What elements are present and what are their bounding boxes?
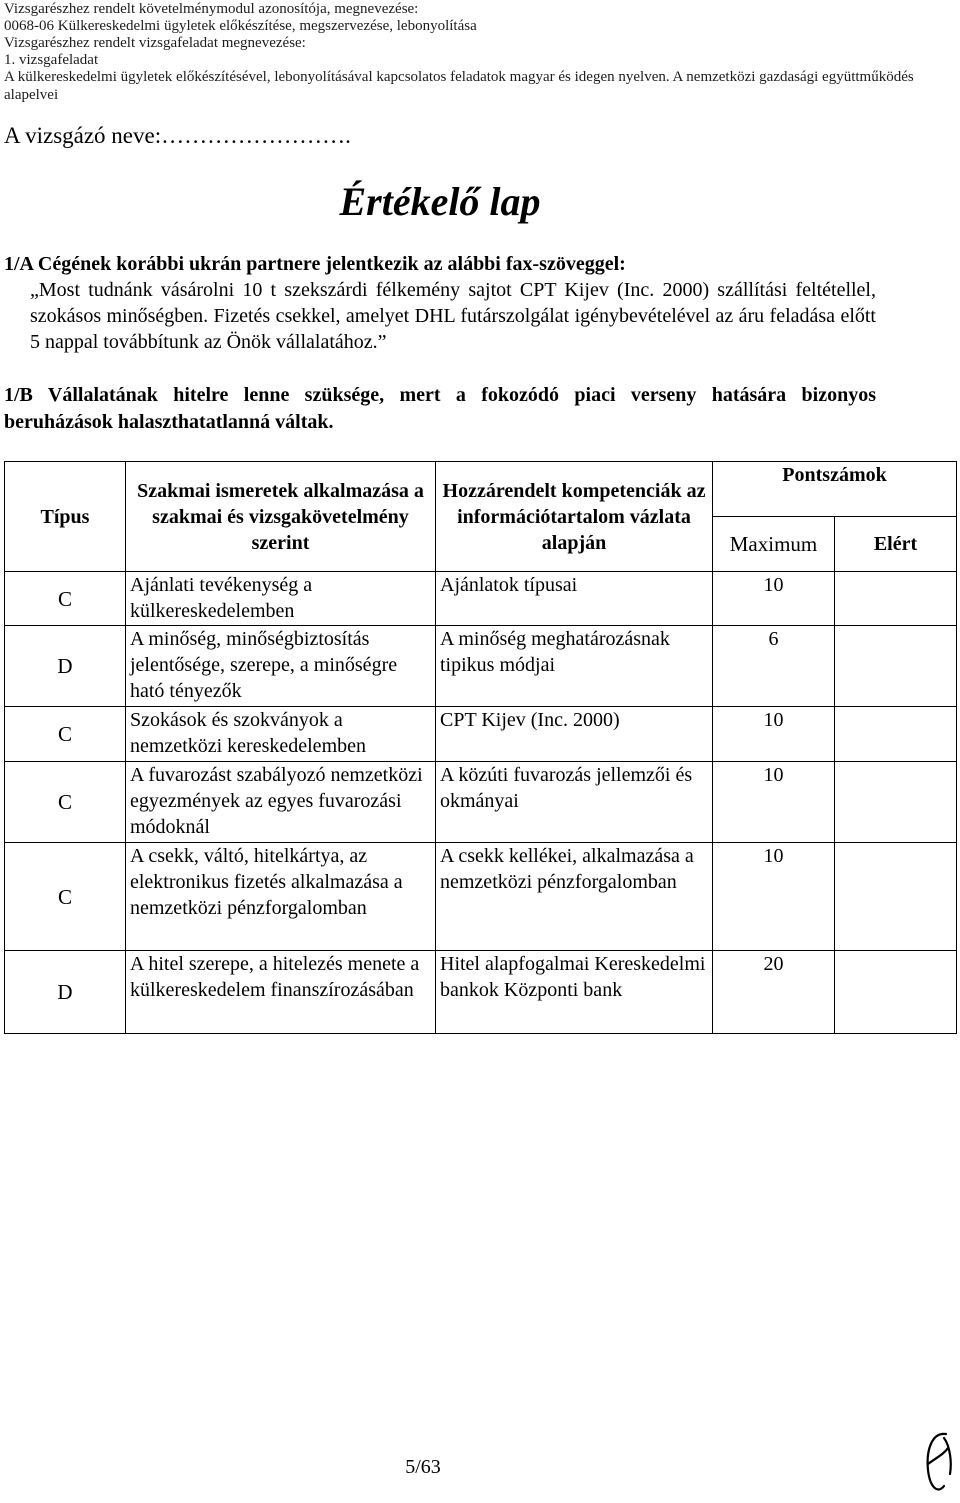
task-1a-body: „Most tudnánk vásárolni 10 t szekszárdi félkemény sajtot CPT Kijev (Inc. 2000) szállítási feltétellel, szokásos minőségben. Fizetés csekkel, amelyet DHL futárszolgálat igénybevételével az áru feladása előtt 5 nappal továbbítunk az Önök vállalatához.” [30,279,876,353]
cell-type: D [5,626,126,707]
header-module-label: Vizsgarészhez rendelt követelménymodul azonosítója, megnevezése: [4,1,419,17]
table-row [5,762,957,843]
cell-competence: A közúti fuvarozás jellemzői és okmányai [436,762,713,843]
signature-mark [922,1428,956,1498]
cell-type: C [5,843,126,951]
cell-knowledge: Ajánlati tevékenység a külkereskedelemben [126,572,436,626]
table-row [5,843,957,951]
cell-competence: CPT Kijev (Inc. 2000) [436,707,713,762]
header-task-number: 1. vizsgafeladat [4,52,99,68]
cell-achieved[interactable] [835,626,957,707]
candidate-name-field[interactable]: A vizsgázó neve:……………………. [4,123,351,148]
cell-knowledge: A hitel szerepe, a hitelezés menete a külkereskedelem finanszírozásában [126,951,436,1034]
cell-max: 20 [713,951,835,1034]
cell-competence: A minőség meghatározásnak tipikus módjai [436,626,713,707]
cell-knowledge: Szokások és szokványok a nemzetközi kereskedelemben [126,707,436,762]
header-task-label: Vizsgarészhez rendelt vizsgafeladat megnevezése: [4,35,306,51]
task-1a-heading: 1/A Cégének korábbi ukrán partnere jelentkezik az alábbi fax-szöveggel: [4,253,626,275]
cell-knowledge: A minőség, minőségbiztosítás jelentősége, szerepe, a minőségre ható tényezők [126,626,436,707]
cell-type: D [5,951,126,1034]
header-max: Maximum [713,517,835,572]
cell-achieved[interactable] [835,762,957,843]
cell-max: 10 [713,572,835,626]
cell-competence: A csekk kellékei, alkalmazása a nemzetközi pénzforgalomban [436,843,713,951]
cell-type: C [5,707,126,762]
table-row [5,707,957,762]
task-1a [4,251,876,355]
cell-achieved[interactable] [835,707,957,762]
header-competence: Hozzárendelt kompetenciák az információtartalom vázlata alapján [436,462,713,572]
header-type: Típus [5,462,126,572]
cell-type: C [5,762,126,843]
cell-competence: Ajánlatok típusai [436,572,713,626]
cell-competence: Hitel alapfogalmai Kereskedelmi bankok Központi bank [436,951,713,1034]
table-row [5,572,957,626]
cell-max: 10 [713,843,835,951]
cell-achieved[interactable] [835,572,957,626]
table-row [5,951,957,1034]
cell-knowledge: A csekk, váltó, hitelkártya, az elektronikus fizetés alkalmazása a nemzetközi pénzforgalomban [126,843,436,951]
cell-knowledge: A fuvarozást szabályozó nemzetközi egyezmények az egyes fuvarozási módoknál [126,762,436,843]
cell-max: 10 [713,762,835,843]
header-achieved: Elért [835,517,957,572]
header-points: Pontszámok [713,462,957,517]
page-number: 5/63 [405,1456,441,1478]
task-1b: 1/B Vállalatának hitelre lenne szüksége, mert a fokozódó piaci verseny hatására bizonyos beruházások halaszthatatlanná váltak. [4,384,876,433]
cell-max: 6 [713,626,835,707]
evaluation-table [4,461,957,1034]
cell-achieved[interactable] [835,951,957,1034]
header-knowledge: Szakmai ismeretek alkalmazása a szakmai és vizsgakövetelmény szerint [126,462,436,572]
page-title: Értékelő lap [339,179,541,224]
cell-type: C [5,572,126,626]
header-module-name: 0068-06 Külkereskedelmi ügyletek előkészítése, megszervezése, lebonyolítása [4,18,477,34]
header-task-description: A külkereskedelmi ügyletek előkészítésével, lebonyolításával kapcsolatos feladatok magyar és idegen nyelven. A nemzetközi gazdasági együttműködés alapelvei [4,69,914,103]
cell-achieved[interactable] [835,843,957,951]
table-row [5,626,957,707]
cell-max: 10 [713,707,835,762]
